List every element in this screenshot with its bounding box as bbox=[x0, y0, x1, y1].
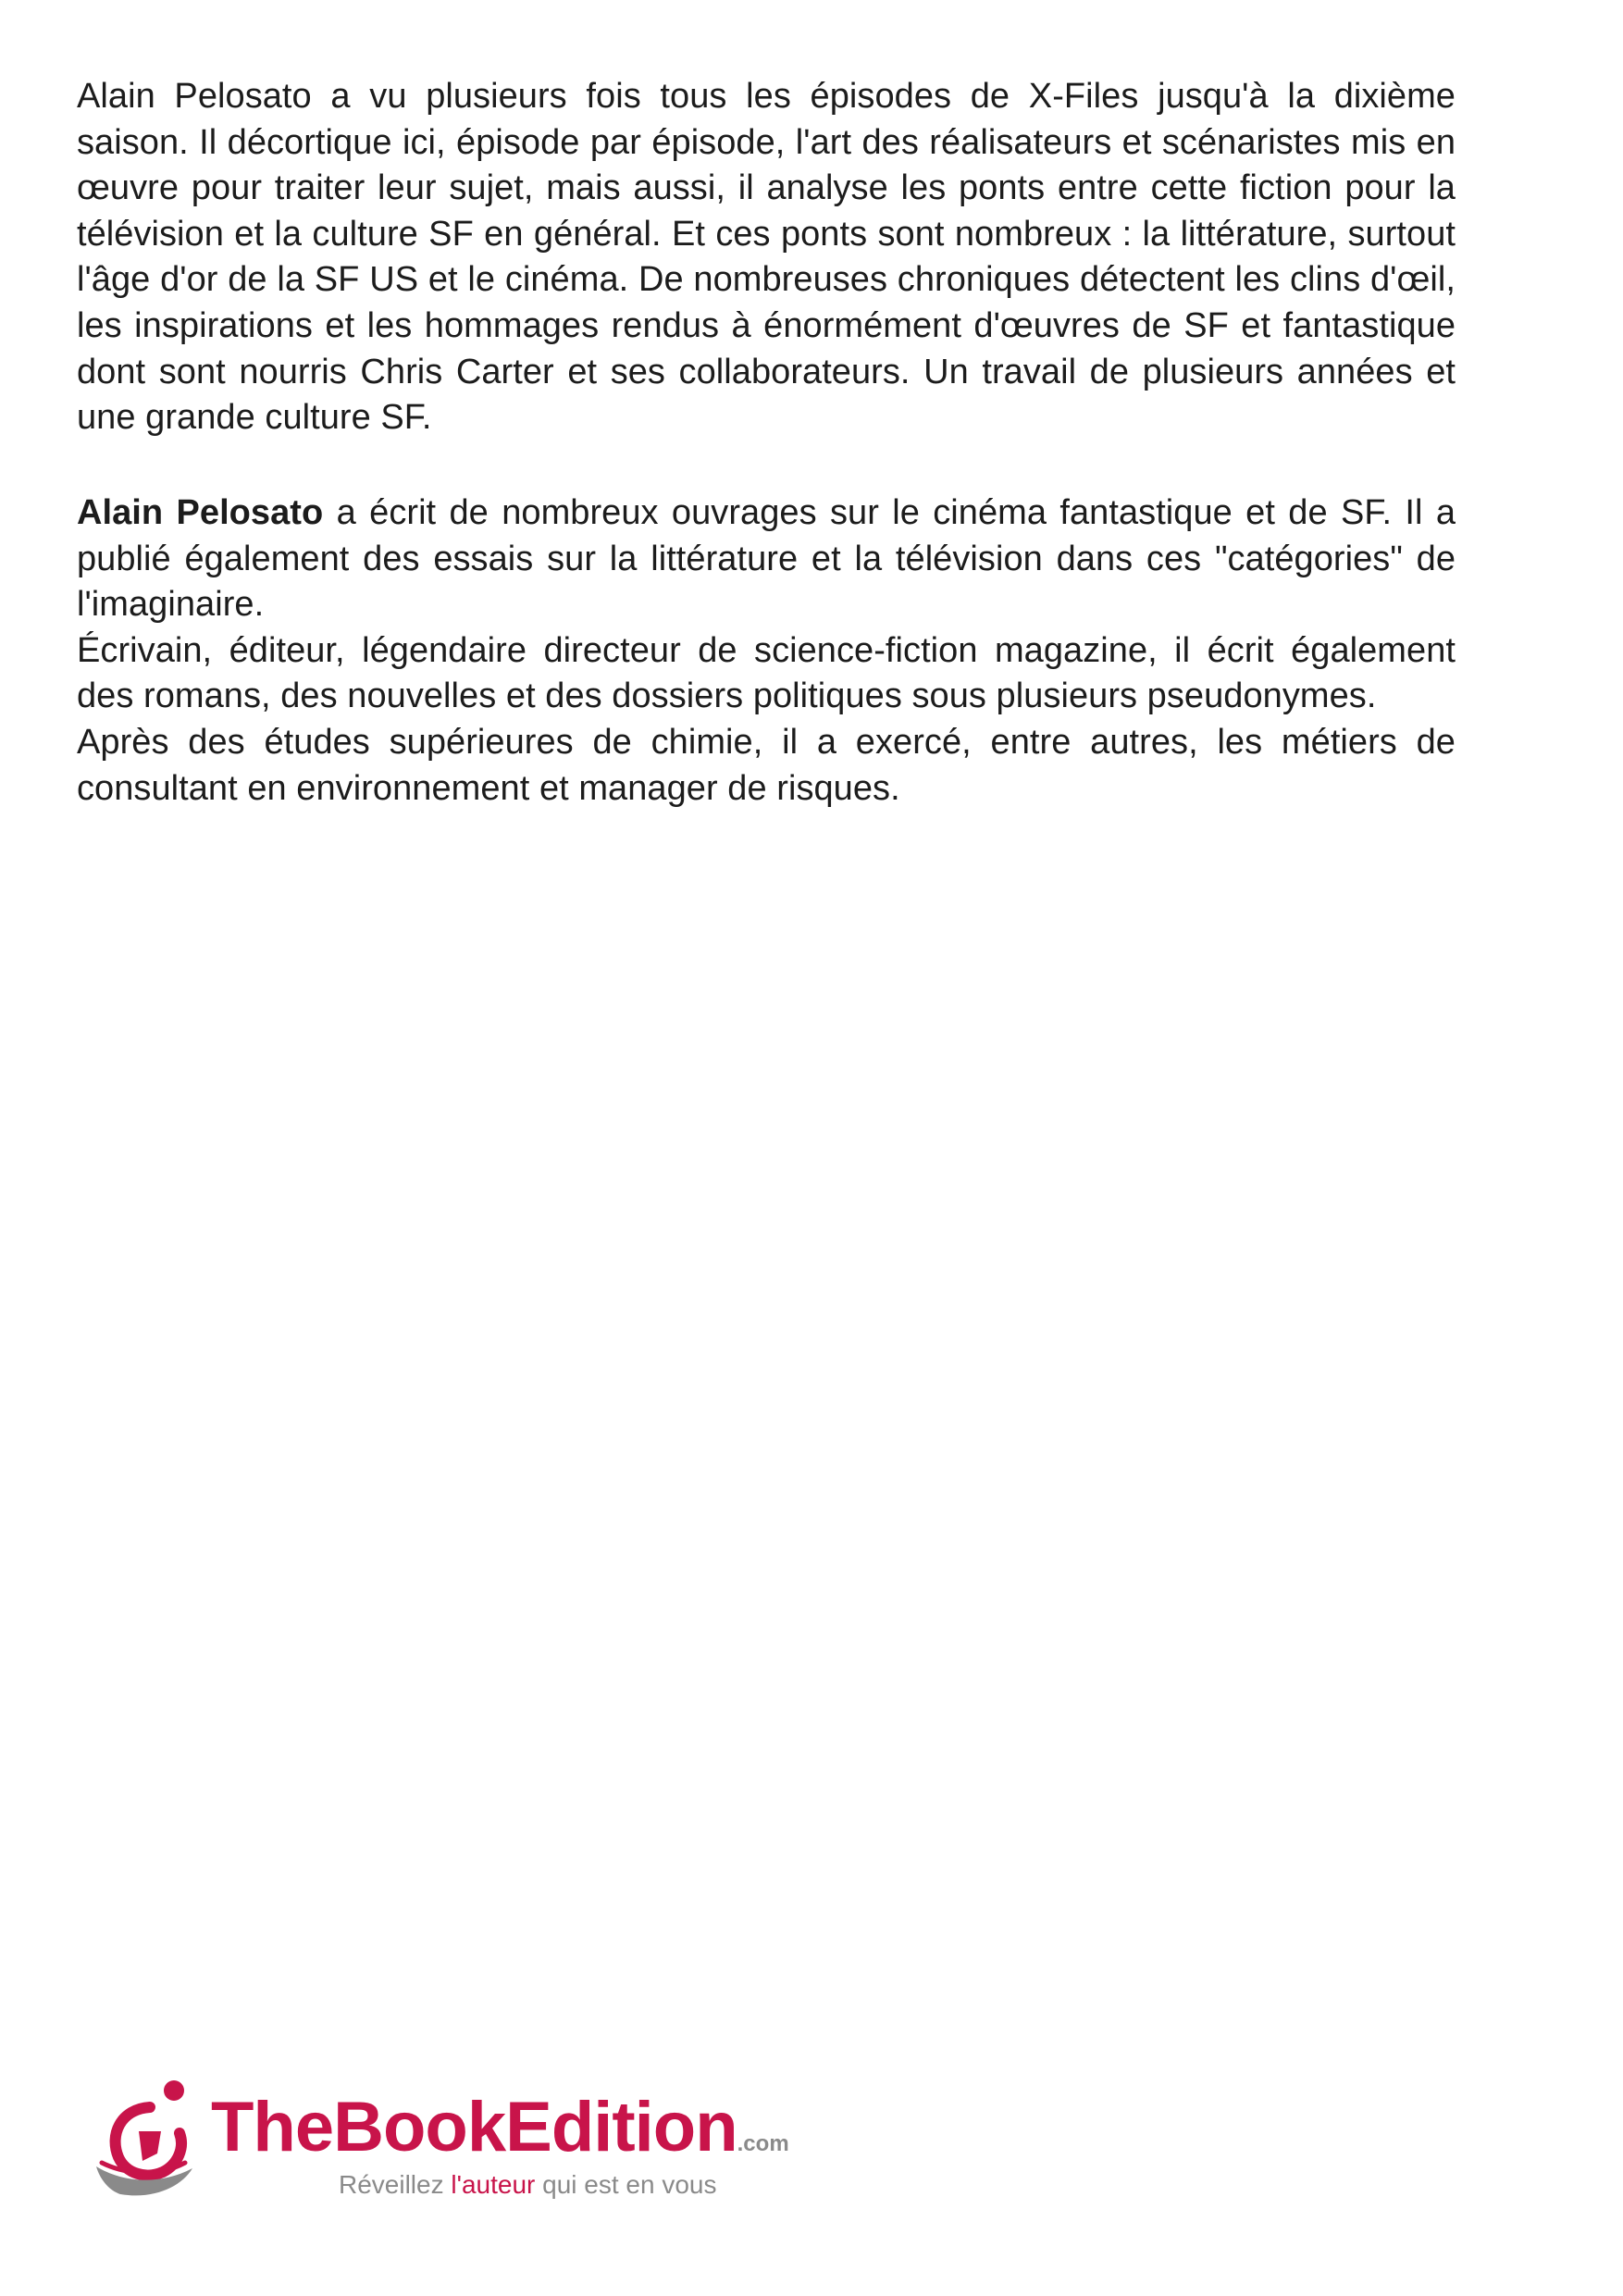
tagline-end: qui est en vous bbox=[535, 2170, 717, 2199]
brand-wordmark bbox=[211, 2088, 789, 2181]
bio-paragraph-2: Écrivain, éditeur, légendaire directeur de science-fiction magazine, il écrit également des romans, des nouvelles et des dossiers politiques sous plusieurs pseudonymes. bbox=[77, 630, 1456, 716]
brand-part-the: The bbox=[211, 2088, 334, 2166]
bio-intro-text: a écrit de nombreux ouvrages sur le cinéma fantastique et de SF. Il a publié également des essais sur la littérature et la télévision dans ces "catégories" de l'imaginaire. bbox=[77, 493, 1456, 625]
tagline-accent: l'auteur bbox=[451, 2170, 536, 2199]
tagline-start: Réveillez bbox=[339, 2170, 452, 2199]
book-description bbox=[77, 74, 1456, 441]
publisher-logo bbox=[93, 2078, 833, 2216]
author-biography bbox=[77, 490, 1456, 812]
bio-paragraph-3: Après des études supérieures de chimie, il a exercé, entre autres, les métiers de consultant en environnement et manager de risques. bbox=[77, 722, 1456, 808]
brand-part-book: Book bbox=[333, 2088, 506, 2166]
description-paragraph: Alain Pelosato a vu plusieurs fois tous les épisodes de X-Files jusqu'à la dixième saison. Il décortique ici, épisode par épisode, l'art des réalisateurs et scénaristes mis en œuvre pour traiter leur sujet, mais aussi, il analyse les ponts entre cette fiction pour la télévision et la culture SF en général. Et ces ponts sont nombreux : la littérature, surtout l'âge d'or de la SF US et le cinéma. De nombreuses chroniques détectent les clins d'œil, les inspirations et les hommages rendus à énormément d'œuvres de SF et fantastique dont sont nourris Chris Carter et ses collaborateurs. Un travail de plusieurs années et une grande culture SF. bbox=[77, 77, 1456, 438]
brand-part-edition: Edition bbox=[505, 2088, 737, 2166]
author-name: Alain Pelosato bbox=[77, 493, 324, 532]
person-book-icon bbox=[93, 2078, 208, 2207]
bio-paragraph-1 bbox=[77, 490, 1456, 628]
brand-domain-suffix: .com bbox=[737, 2131, 789, 2156]
brand-tagline bbox=[339, 2170, 716, 2200]
